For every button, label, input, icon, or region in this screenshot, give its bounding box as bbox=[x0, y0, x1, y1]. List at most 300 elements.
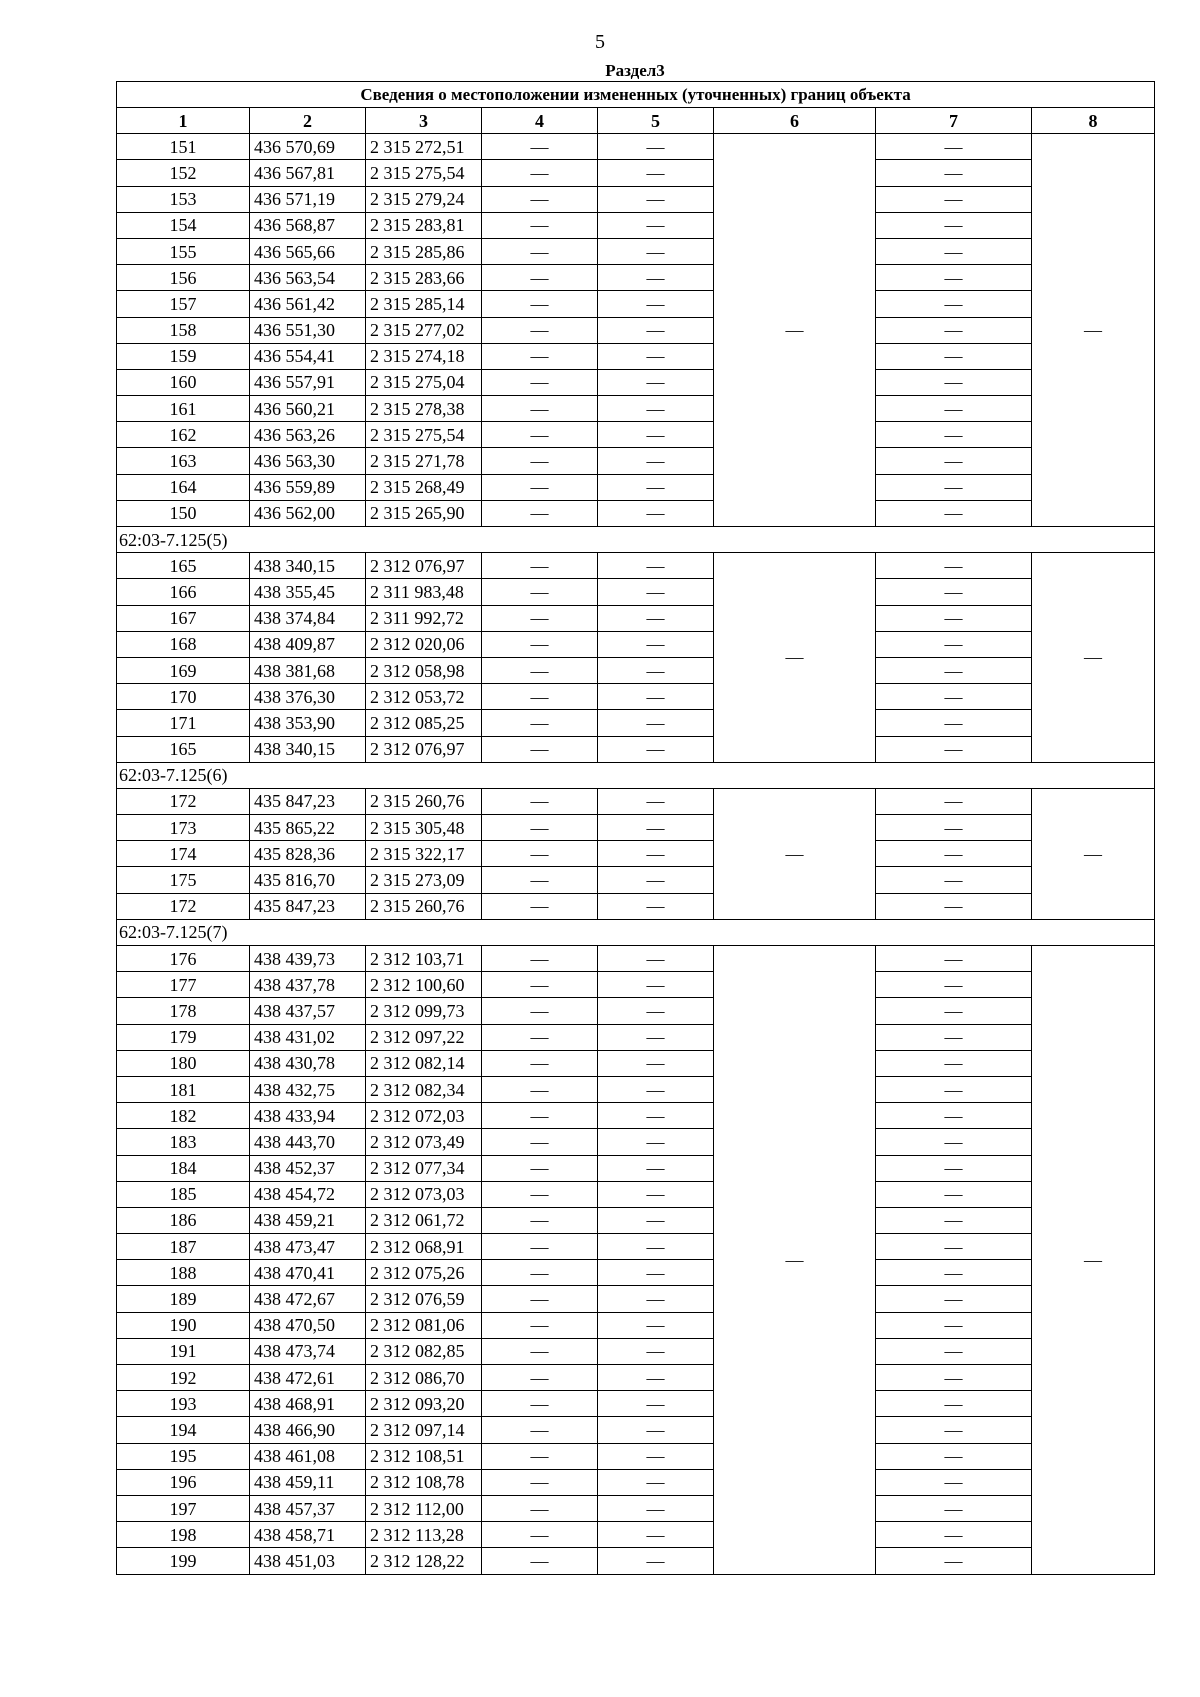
dash-cell: — bbox=[482, 500, 598, 526]
dash-cell: — bbox=[598, 1417, 714, 1443]
table-row bbox=[117, 1024, 1155, 1050]
point-number: 171 bbox=[117, 710, 250, 736]
dash-cell: — bbox=[876, 1234, 1032, 1260]
dash-cell: — bbox=[876, 972, 1032, 998]
coordinate-y: 2 312 068,91 bbox=[366, 1234, 482, 1260]
dash-cell: — bbox=[598, 579, 714, 605]
table-row bbox=[117, 1338, 1155, 1364]
point-number: 177 bbox=[117, 972, 250, 998]
dash-cell: — bbox=[876, 736, 1032, 762]
coordinate-y: 2 312 082,34 bbox=[366, 1076, 482, 1102]
column-header-row bbox=[117, 108, 1155, 134]
dash-cell: — bbox=[876, 893, 1032, 919]
dash-cell: — bbox=[598, 684, 714, 710]
coordinate-x: 438 466,90 bbox=[250, 1417, 366, 1443]
dash-cell: — bbox=[598, 1522, 714, 1548]
dash-cell: — bbox=[714, 946, 876, 1575]
table-row bbox=[117, 474, 1155, 500]
table-row bbox=[117, 631, 1155, 657]
table-row bbox=[117, 841, 1155, 867]
table-row bbox=[117, 1129, 1155, 1155]
point-number: 180 bbox=[117, 1050, 250, 1076]
point-number: 155 bbox=[117, 238, 250, 264]
column-header: 6 bbox=[714, 108, 876, 134]
dash-cell: — bbox=[482, 1129, 598, 1155]
coordinate-y: 2 312 058,98 bbox=[366, 657, 482, 683]
coordinate-y: 2 312 082,85 bbox=[366, 1338, 482, 1364]
dash-cell: — bbox=[876, 1391, 1032, 1417]
column-header: 7 bbox=[876, 108, 1032, 134]
point-number: 185 bbox=[117, 1181, 250, 1207]
dash-cell: — bbox=[482, 343, 598, 369]
coordinate-x: 438 454,72 bbox=[250, 1181, 366, 1207]
coordinate-x: 438 473,74 bbox=[250, 1338, 366, 1364]
dash-cell: — bbox=[876, 291, 1032, 317]
dash-cell: — bbox=[876, 1443, 1032, 1469]
dash-cell: — bbox=[482, 317, 598, 343]
dash-cell: — bbox=[482, 579, 598, 605]
dash-cell: — bbox=[876, 134, 1032, 160]
table-row bbox=[117, 1469, 1155, 1495]
dash-cell: — bbox=[876, 1181, 1032, 1207]
dash-cell: — bbox=[482, 710, 598, 736]
point-number: 152 bbox=[117, 160, 250, 186]
dash-cell: — bbox=[482, 1181, 598, 1207]
table-row bbox=[117, 500, 1155, 526]
point-number: 157 bbox=[117, 291, 250, 317]
dash-cell: — bbox=[482, 946, 598, 972]
coordinate-x: 438 340,15 bbox=[250, 736, 366, 762]
dash-cell: — bbox=[598, 1312, 714, 1338]
coordinate-x: 438 472,67 bbox=[250, 1286, 366, 1312]
table-row bbox=[117, 1207, 1155, 1233]
dash-cell: — bbox=[598, 212, 714, 238]
dash-cell: — bbox=[482, 998, 598, 1024]
coordinate-x: 438 472,61 bbox=[250, 1365, 366, 1391]
coordinate-y: 2 312 082,14 bbox=[366, 1050, 482, 1076]
coordinate-y: 2 312 100,60 bbox=[366, 972, 482, 998]
dash-cell: — bbox=[482, 1050, 598, 1076]
dash-cell: — bbox=[876, 1417, 1032, 1443]
dash-cell: — bbox=[598, 265, 714, 291]
coordinate-x: 438 473,47 bbox=[250, 1234, 366, 1260]
table-row bbox=[117, 238, 1155, 264]
point-number: 156 bbox=[117, 265, 250, 291]
point-number: 165 bbox=[117, 553, 250, 579]
dash-cell: — bbox=[1032, 788, 1155, 919]
dash-cell: — bbox=[482, 369, 598, 395]
dash-cell: — bbox=[482, 1207, 598, 1233]
dash-cell: — bbox=[598, 317, 714, 343]
dash-cell: — bbox=[598, 369, 714, 395]
point-number: 176 bbox=[117, 946, 250, 972]
coordinate-y: 2 312 076,59 bbox=[366, 1286, 482, 1312]
point-number: 161 bbox=[117, 396, 250, 422]
dash-cell: — bbox=[598, 553, 714, 579]
point-number: 178 bbox=[117, 998, 250, 1024]
coordinate-x: 435 828,36 bbox=[250, 841, 366, 867]
dash-cell: — bbox=[482, 1155, 598, 1181]
table-row bbox=[117, 134, 1155, 160]
dash-cell: — bbox=[598, 710, 714, 736]
dash-cell: — bbox=[876, 841, 1032, 867]
coordinate-y: 2 315 275,54 bbox=[366, 160, 482, 186]
table-row bbox=[117, 867, 1155, 893]
dash-cell: — bbox=[876, 1050, 1032, 1076]
table-body bbox=[117, 82, 1155, 1575]
point-number: 188 bbox=[117, 1260, 250, 1286]
table-row bbox=[117, 684, 1155, 710]
dash-cell: — bbox=[876, 1024, 1032, 1050]
coordinate-y: 2 315 275,54 bbox=[366, 422, 482, 448]
point-number: 153 bbox=[117, 186, 250, 212]
dash-cell: — bbox=[482, 605, 598, 631]
point-number: 172 bbox=[117, 788, 250, 814]
coordinate-y: 2 315 265,90 bbox=[366, 500, 482, 526]
table-row bbox=[117, 448, 1155, 474]
dash-cell: — bbox=[598, 474, 714, 500]
dash-cell: — bbox=[876, 867, 1032, 893]
point-number: 172 bbox=[117, 893, 250, 919]
point-number: 189 bbox=[117, 1286, 250, 1312]
dash-cell: — bbox=[482, 1024, 598, 1050]
group-label-row bbox=[117, 527, 1155, 553]
coordinate-x: 436 562,00 bbox=[250, 500, 366, 526]
dash-cell: — bbox=[482, 474, 598, 500]
point-number: 191 bbox=[117, 1338, 250, 1364]
point-number: 182 bbox=[117, 1103, 250, 1129]
dash-cell: — bbox=[482, 422, 598, 448]
point-number: 175 bbox=[117, 867, 250, 893]
dash-cell: — bbox=[598, 736, 714, 762]
coordinate-x: 438 409,87 bbox=[250, 631, 366, 657]
coordinate-y: 2 315 275,04 bbox=[366, 369, 482, 395]
point-number: 184 bbox=[117, 1155, 250, 1181]
table-row bbox=[117, 160, 1155, 186]
point-number: 190 bbox=[117, 1312, 250, 1338]
dash-cell: — bbox=[598, 1286, 714, 1312]
dash-cell: — bbox=[876, 710, 1032, 736]
group-label: 62:03-7.125(7) bbox=[117, 919, 1155, 945]
coordinate-y: 2 312 086,70 bbox=[366, 1365, 482, 1391]
dash-cell: — bbox=[876, 553, 1032, 579]
coordinate-x: 435 847,23 bbox=[250, 893, 366, 919]
dash-cell: — bbox=[482, 815, 598, 841]
coordinate-y: 2 312 053,72 bbox=[366, 684, 482, 710]
coordinate-y: 2 312 099,73 bbox=[366, 998, 482, 1024]
dash-cell: — bbox=[598, 1024, 714, 1050]
group-label-row bbox=[117, 919, 1155, 945]
dash-cell: — bbox=[714, 553, 876, 763]
point-number: 195 bbox=[117, 1443, 250, 1469]
dash-cell: — bbox=[482, 1469, 598, 1495]
dash-cell: — bbox=[876, 657, 1032, 683]
point-number: 151 bbox=[117, 134, 250, 160]
point-number: 179 bbox=[117, 1024, 250, 1050]
table-row bbox=[117, 1417, 1155, 1443]
table-row bbox=[117, 657, 1155, 683]
coordinate-y: 2 315 272,51 bbox=[366, 134, 482, 160]
dash-cell: — bbox=[598, 500, 714, 526]
coordinate-x: 436 561,42 bbox=[250, 291, 366, 317]
coordinate-x: 436 565,66 bbox=[250, 238, 366, 264]
column-header: 2 bbox=[250, 108, 366, 134]
dash-cell: — bbox=[876, 212, 1032, 238]
coordinate-x: 435 816,70 bbox=[250, 867, 366, 893]
dash-cell: — bbox=[876, 1469, 1032, 1495]
dash-cell: — bbox=[598, 343, 714, 369]
coordinate-x: 438 374,84 bbox=[250, 605, 366, 631]
point-number: 166 bbox=[117, 579, 250, 605]
dash-cell: — bbox=[876, 1155, 1032, 1181]
point-number: 186 bbox=[117, 1207, 250, 1233]
table-row bbox=[117, 1076, 1155, 1102]
page-number: 5 bbox=[595, 31, 605, 53]
coordinate-x: 436 571,19 bbox=[250, 186, 366, 212]
dash-cell: — bbox=[482, 1417, 598, 1443]
dash-cell: — bbox=[598, 1391, 714, 1417]
dash-cell: — bbox=[598, 605, 714, 631]
dash-cell: — bbox=[482, 684, 598, 710]
coordinate-y: 2 315 277,02 bbox=[366, 317, 482, 343]
dash-cell: — bbox=[482, 1260, 598, 1286]
dash-cell: — bbox=[482, 448, 598, 474]
coordinate-y: 2 312 097,22 bbox=[366, 1024, 482, 1050]
point-number: 154 bbox=[117, 212, 250, 238]
dash-cell: — bbox=[598, 1234, 714, 1260]
dash-cell: — bbox=[598, 291, 714, 317]
coordinate-y: 2 312 093,20 bbox=[366, 1391, 482, 1417]
dash-cell: — bbox=[876, 1338, 1032, 1364]
coordinate-y: 2 312 073,03 bbox=[366, 1181, 482, 1207]
dash-cell: — bbox=[598, 396, 714, 422]
coordinate-x: 438 355,45 bbox=[250, 579, 366, 605]
table-row bbox=[117, 1495, 1155, 1521]
dash-cell: — bbox=[598, 422, 714, 448]
dash-cell: — bbox=[876, 1129, 1032, 1155]
dash-cell: — bbox=[876, 1286, 1032, 1312]
dash-cell: — bbox=[482, 396, 598, 422]
column-header: 3 bbox=[366, 108, 482, 134]
dash-cell: — bbox=[598, 657, 714, 683]
table-row bbox=[117, 736, 1155, 762]
coordinate-y: 2 312 113,28 bbox=[366, 1522, 482, 1548]
dash-cell: — bbox=[598, 1365, 714, 1391]
dash-cell: — bbox=[598, 631, 714, 657]
dash-cell: — bbox=[482, 212, 598, 238]
dash-cell: — bbox=[598, 1155, 714, 1181]
coordinate-y: 2 315 283,66 bbox=[366, 265, 482, 291]
dash-cell: — bbox=[482, 1312, 598, 1338]
point-number: 187 bbox=[117, 1234, 250, 1260]
coordinate-y: 2 312 112,00 bbox=[366, 1495, 482, 1521]
table-row bbox=[117, 1286, 1155, 1312]
dash-cell: — bbox=[598, 1495, 714, 1521]
coordinate-x: 435 865,22 bbox=[250, 815, 366, 841]
table-row bbox=[117, 1050, 1155, 1076]
coordinates-table bbox=[116, 81, 1155, 1575]
point-number: 169 bbox=[117, 657, 250, 683]
point-number: 162 bbox=[117, 422, 250, 448]
dash-cell: — bbox=[598, 1207, 714, 1233]
coordinate-x: 438 439,73 bbox=[250, 946, 366, 972]
dash-cell: — bbox=[876, 500, 1032, 526]
table-row bbox=[117, 369, 1155, 395]
dash-cell: — bbox=[876, 605, 1032, 631]
dash-cell: — bbox=[876, 422, 1032, 448]
dash-cell: — bbox=[876, 946, 1032, 972]
dash-cell: — bbox=[598, 1103, 714, 1129]
point-number: 159 bbox=[117, 343, 250, 369]
dash-cell: — bbox=[598, 867, 714, 893]
dash-cell: — bbox=[714, 788, 876, 919]
point-number: 160 bbox=[117, 369, 250, 395]
dash-cell: — bbox=[598, 1076, 714, 1102]
dash-cell: — bbox=[876, 684, 1032, 710]
dash-cell: — bbox=[482, 788, 598, 814]
column-header: 8 bbox=[1032, 108, 1155, 134]
coordinate-x: 438 430,78 bbox=[250, 1050, 366, 1076]
table-row bbox=[117, 1155, 1155, 1181]
dash-cell: — bbox=[482, 631, 598, 657]
dash-cell: — bbox=[482, 134, 598, 160]
coordinate-y: 2 315 260,76 bbox=[366, 788, 482, 814]
dash-cell: — bbox=[876, 998, 1032, 1024]
dash-cell: — bbox=[876, 1260, 1032, 1286]
dash-cell: — bbox=[876, 1548, 1032, 1574]
point-number: 193 bbox=[117, 1391, 250, 1417]
coordinate-x: 436 563,26 bbox=[250, 422, 366, 448]
dash-cell: — bbox=[598, 1050, 714, 1076]
dash-cell: — bbox=[482, 1522, 598, 1548]
point-number: 174 bbox=[117, 841, 250, 867]
coordinate-y: 2 312 108,78 bbox=[366, 1469, 482, 1495]
point-number: 194 bbox=[117, 1417, 250, 1443]
dash-cell: — bbox=[876, 343, 1032, 369]
dash-cell: — bbox=[598, 998, 714, 1024]
dash-cell: — bbox=[598, 134, 714, 160]
coordinate-x: 438 458,71 bbox=[250, 1522, 366, 1548]
table-row bbox=[117, 1548, 1155, 1574]
table-caption: Сведения о местоположении измененных (уточненных) границ объекта bbox=[117, 82, 1155, 108]
dash-cell: — bbox=[482, 1365, 598, 1391]
dash-cell: — bbox=[876, 1207, 1032, 1233]
coordinate-y: 2 315 283,81 bbox=[366, 212, 482, 238]
table-row bbox=[117, 422, 1155, 448]
dash-cell: — bbox=[482, 291, 598, 317]
dash-cell: — bbox=[482, 553, 598, 579]
dash-cell: — bbox=[482, 1443, 598, 1469]
coordinate-x: 436 567,81 bbox=[250, 160, 366, 186]
coordinate-y: 2 315 271,78 bbox=[366, 448, 482, 474]
dash-cell: — bbox=[1032, 946, 1155, 1575]
point-number: 165 bbox=[117, 736, 250, 762]
dash-cell: — bbox=[482, 736, 598, 762]
coordinate-y: 2 312 085,25 bbox=[366, 710, 482, 736]
table-row bbox=[117, 1234, 1155, 1260]
point-number: 183 bbox=[117, 1129, 250, 1155]
coordinate-y: 2 312 108,51 bbox=[366, 1443, 482, 1469]
coordinate-y: 2 315 278,38 bbox=[366, 396, 482, 422]
table-row bbox=[117, 1312, 1155, 1338]
coordinate-y: 2 312 097,14 bbox=[366, 1417, 482, 1443]
coordinate-x: 438 443,70 bbox=[250, 1129, 366, 1155]
coordinate-y: 2 312 061,72 bbox=[366, 1207, 482, 1233]
dash-cell: — bbox=[876, 186, 1032, 212]
coordinate-y: 2 315 322,17 bbox=[366, 841, 482, 867]
table-row bbox=[117, 1260, 1155, 1286]
point-number: 164 bbox=[117, 474, 250, 500]
coordinate-x: 436 554,41 bbox=[250, 343, 366, 369]
dash-cell: — bbox=[876, 1312, 1032, 1338]
coordinate-x: 438 433,94 bbox=[250, 1103, 366, 1129]
table-row bbox=[117, 946, 1155, 972]
coordinate-x: 438 468,91 bbox=[250, 1391, 366, 1417]
point-number: 150 bbox=[117, 500, 250, 526]
group-label: 62:03-7.125(6) bbox=[117, 762, 1155, 788]
group-label: 62:03-7.125(5) bbox=[117, 527, 1155, 553]
dash-cell: — bbox=[876, 631, 1032, 657]
dash-cell: — bbox=[876, 1495, 1032, 1521]
coordinate-x: 438 457,37 bbox=[250, 1495, 366, 1521]
dash-cell: — bbox=[482, 160, 598, 186]
coordinate-x: 436 570,69 bbox=[250, 134, 366, 160]
coordinate-y: 2 312 076,97 bbox=[366, 553, 482, 579]
dash-cell: — bbox=[876, 317, 1032, 343]
point-number: 196 bbox=[117, 1469, 250, 1495]
dash-cell: — bbox=[482, 1338, 598, 1364]
coordinate-x: 438 340,15 bbox=[250, 553, 366, 579]
point-number: 181 bbox=[117, 1076, 250, 1102]
coordinate-y: 2 315 268,49 bbox=[366, 474, 482, 500]
dash-cell: — bbox=[482, 657, 598, 683]
dash-cell: — bbox=[598, 1548, 714, 1574]
point-number: 192 bbox=[117, 1365, 250, 1391]
coordinate-x: 438 381,68 bbox=[250, 657, 366, 683]
dash-cell: — bbox=[876, 265, 1032, 291]
column-header: 5 bbox=[598, 108, 714, 134]
table-row bbox=[117, 710, 1155, 736]
dash-cell: — bbox=[598, 946, 714, 972]
dash-cell: — bbox=[482, 1391, 598, 1417]
dash-cell: — bbox=[1032, 134, 1155, 527]
dash-cell: — bbox=[482, 1548, 598, 1574]
table-row bbox=[117, 815, 1155, 841]
table-row bbox=[117, 186, 1155, 212]
coordinate-x: 438 432,75 bbox=[250, 1076, 366, 1102]
coordinate-y: 2 315 274,18 bbox=[366, 343, 482, 369]
coordinate-x: 436 559,89 bbox=[250, 474, 366, 500]
coordinate-x: 436 563,30 bbox=[250, 448, 366, 474]
column-header: 4 bbox=[482, 108, 598, 134]
table-row bbox=[117, 1391, 1155, 1417]
coordinate-x: 438 452,37 bbox=[250, 1155, 366, 1181]
coordinate-y: 2 315 285,86 bbox=[366, 238, 482, 264]
coordinate-y: 2 312 075,26 bbox=[366, 1260, 482, 1286]
coordinate-y: 2 312 072,03 bbox=[366, 1103, 482, 1129]
coordinate-x: 438 459,21 bbox=[250, 1207, 366, 1233]
coordinate-y: 2 312 077,34 bbox=[366, 1155, 482, 1181]
table-row bbox=[117, 343, 1155, 369]
dash-cell: — bbox=[598, 448, 714, 474]
dash-cell: — bbox=[598, 788, 714, 814]
dash-cell: — bbox=[482, 1286, 598, 1312]
point-number: 163 bbox=[117, 448, 250, 474]
dash-cell: — bbox=[482, 841, 598, 867]
table-row bbox=[117, 998, 1155, 1024]
table-row bbox=[117, 1181, 1155, 1207]
coordinate-y: 2 312 128,22 bbox=[366, 1548, 482, 1574]
